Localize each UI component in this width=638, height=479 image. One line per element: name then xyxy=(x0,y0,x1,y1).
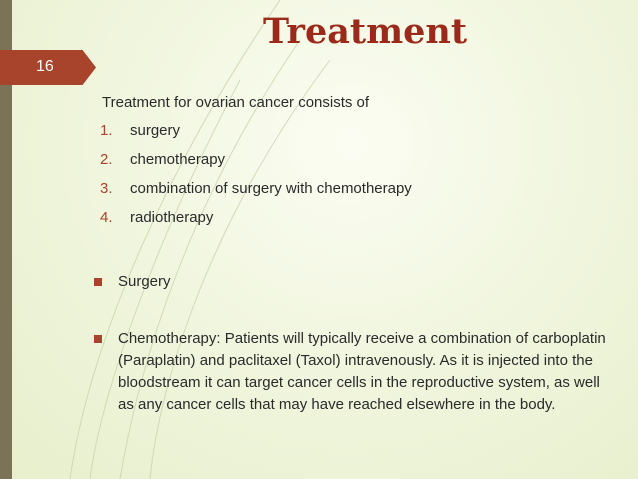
intro-text: Treatment for ovarian cancer consists of xyxy=(102,94,370,111)
list-item xyxy=(100,120,180,142)
list-item xyxy=(100,178,412,200)
square-bullet-icon xyxy=(94,335,102,343)
list-text: radiotherapy xyxy=(130,209,214,226)
slide-title: Treatment xyxy=(263,11,467,52)
list-text: surgery xyxy=(130,122,181,139)
list-number: 4. xyxy=(100,209,113,226)
list-item xyxy=(100,207,213,229)
list-text: combination of surgery with chemotherapy xyxy=(130,180,412,197)
square-bullet-icon xyxy=(94,278,102,286)
list-item xyxy=(100,149,225,171)
list-number: 2. xyxy=(100,151,113,168)
bullet-text: Chemotherapy: Patients will typically receive a combination of carboplatin (Paraplatin) and paclitaxel (Taxol) intravenously. As it is injected into the bloodstream it can target cancer cells in the reproductive system, as well as any cancer cells that may have reached elsewhere in the body. xyxy=(118,330,606,413)
list-number: 1. xyxy=(100,122,113,139)
bullet-text: Surgery xyxy=(118,273,171,290)
list-number: 3. xyxy=(100,180,113,197)
list-text: chemotherapy xyxy=(130,151,226,168)
slide-number: 16 xyxy=(36,58,54,75)
